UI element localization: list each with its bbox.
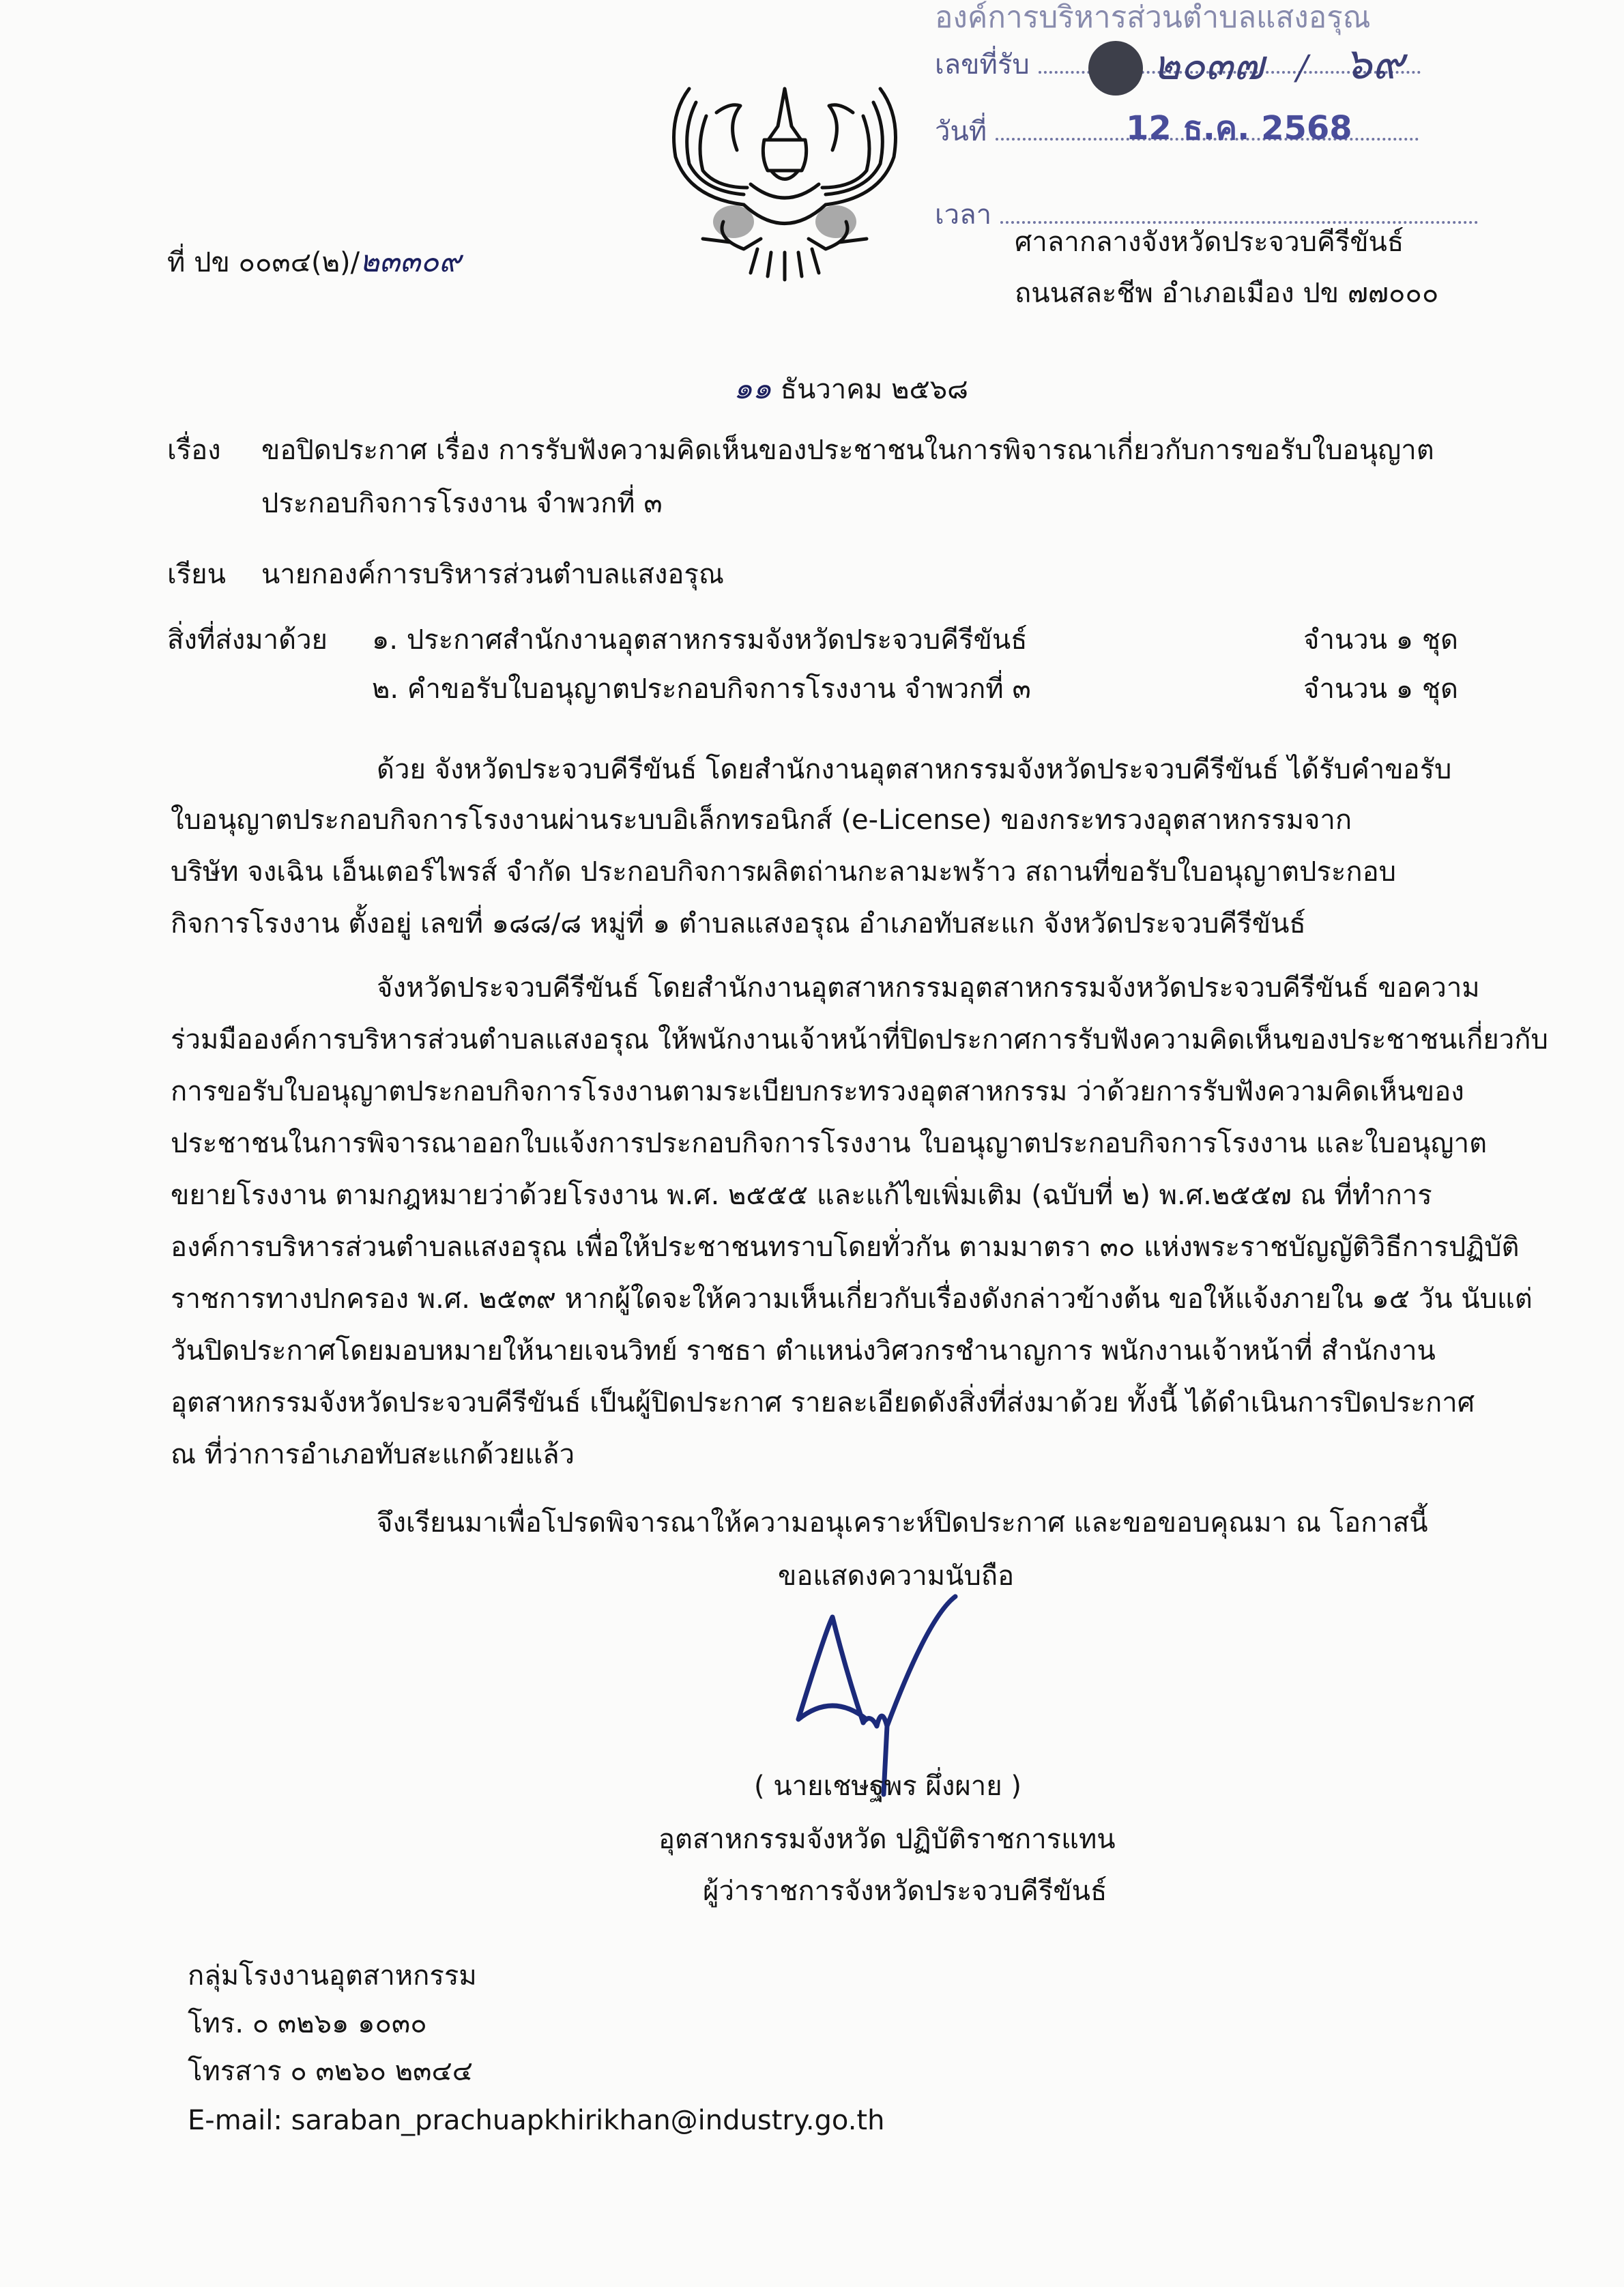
footer-phone: โทร. ๐ ๓๒๖๑ ๑๐๓๐ <box>188 2008 427 2039</box>
body-p2-line4: ประชาชนในการพิจารณาออกใบแจ้งการประกอบกิจการโรงงาน ใบอนุญาตประกอบกิจการโรงงาน และใบอนุญาต <box>171 1128 1488 1159</box>
signer-name: ( นายเชษฐพร ผึ่งผาย ) <box>754 1771 1022 1802</box>
subject-line1: ขอปิดประกาศ เรื่อง การรับฟังความคิดเห็นของประชาชนในการพิจารณาเกี่ยวกับการขอรับใบอนุญาต <box>261 435 1434 466</box>
stamp-receive-no-label: เลขที่รับ <box>935 49 1030 81</box>
sender-address-line1: ศาลากลางจังหวัดประจวบคีรีขันธ์ <box>1015 227 1404 258</box>
body-p2-line2: ร่วมมือองค์การบริหารส่วนตำบลแสงอรุณ ให้พนักงานเจ้าหน้าที่ปิดประกาศการรับฟังความคิดเห็นของประชาชนเกี่ยวกับ <box>171 1024 1548 1055</box>
stamp-receive-no-value: ๒๐๓๗ <box>1153 42 1264 89</box>
body-p2-line6: องค์การบริหารส่วนตำบลแสงอรุณ เพื่อให้ประชาชนทราบโดยทั่วกัน ตามมาตรา ๓๐ แห่งพระราชบัญญัติวิธีการปฏิบัติ <box>171 1232 1520 1263</box>
punch-hole <box>1088 41 1143 96</box>
stamp-receive-no-suffix: ๖๙ <box>1344 39 1404 89</box>
enclosure-qty-1: จำนวน ๑ ชุด <box>1303 624 1458 656</box>
signer-title-line2: ผู้ว่าราชการจังหวัดประจวบคีรีขันธ์ <box>703 1876 1107 1907</box>
body-p1-line4: กิจการโรงงาน ตั้งอยู่ เลขที่ ๑๘๘/๘ หมู่ที่ ๑ ตำบลแสงอรุณ อำเภอทับสะแก จังหวัดประจวบคีรีขันธ์ <box>171 908 1306 939</box>
body-p2-line8: วันปิดประกาศโดยมอบหมายให้นายเจนวิทย์ ราชธา ตำแหน่งวิศวกรชำนาญการ พนักงานเจ้าหน้าที่ สำนักงาน <box>171 1335 1436 1367</box>
footer-email[interactable]: E-mail: saraban_prachuapkhirikhan@industry.go.th <box>188 2105 885 2136</box>
garuda-icon <box>641 75 928 287</box>
enclosure-item-2: ๒. คำขอรับใบอนุญาตประกอบกิจการโรงงาน จำพวกที่ ๓ <box>372 673 1031 705</box>
enclosure-item-1: ๑. ประกาศสำนักงานอุตสาหกรรมจังหวัดประจวบคีรีขันธ์ <box>372 624 1028 656</box>
footer-fax: โทรสาร ๐ ๓๒๖๐ ๒๓๔๔ <box>188 2056 474 2087</box>
stamp-date-label: วันที่ <box>935 116 987 147</box>
body-p2-line3: การขอรับใบอนุญาตประกอบกิจการโรงงานตามระเบียบกระทรวงอุตสาหกรรม ว่าด้วยการรับฟังความคิดเห็นของ <box>171 1076 1464 1107</box>
ref-number: ปข ๐๐๓๔(๒)/ <box>194 247 360 278</box>
letter-date-day: ๑๑ <box>734 371 772 406</box>
body-p2-line1: จังหวัดประจวบคีรีขันธ์ โดยสำนักงานอุตสาหกรรมอุตสาหกรรมจังหวัดประจวบคีรีขันธ์ ขอความ <box>377 972 1480 1004</box>
recipient-label: เรียน <box>167 559 226 590</box>
body-p2-line5: ขยายโรงงาน ตามกฎหมายว่าด้วยโรงงาน พ.ศ. ๒๕๕๕ และแก้ไขเพิ่มเติม (ฉบับที่ ๒) พ.ศ.๒๕๕๗ ณ ที่ทำการ <box>171 1180 1432 1211</box>
letter-date-rest: ธันวาคม ๒๕๖๘ <box>780 374 968 405</box>
closing-sentence: จึงเรียนมาเพื่อโปรดพิจารณาให้ความอนุเคราะห์ปิดประกาศ และขอขอบคุณมา ณ โอกาสนี้ <box>377 1507 1428 1539</box>
enclosure-qty-2: จำนวน ๑ ชุด <box>1303 673 1458 705</box>
sender-address-line2: ถนนสละชีพ อำเภอเมือง ปข ๗๗๐๐๐ <box>1015 278 1439 309</box>
body-p2-line9: อุตสาหกรรมจังหวัดประจวบคีรีขันธ์ เป็นผู้ปิดประกาศ รายละเอียดดังสิ่งที่ส่งมาด้วย ทั้งนี้ ได้ดำเนินการปิดประกาศ <box>171 1387 1475 1418</box>
recipient-value: นายกองค์การบริหารส่วนตำบลแสงอรุณ <box>261 559 725 590</box>
ref-label: ที่ <box>167 247 186 278</box>
stamp-receive-no-sep: / <box>1296 48 1308 87</box>
receipt-stamp <box>935 0 1549 231</box>
stamp-time-label: เวลา <box>935 199 992 231</box>
letter-date <box>734 371 968 406</box>
reference-number <box>167 244 461 279</box>
enclosures-label: สิ่งที่ส่งมาด้วย <box>167 624 328 656</box>
signer-title-line1: อุตสาหกรรมจังหวัด ปฏิบัติราชการแทน <box>658 1824 1116 1855</box>
body-p1-line1: ด้วย จังหวัดประจวบคีรีขันธ์ โดยสำนักงานอุตสาหกรรมจังหวัดประจวบคีรีขันธ์ ได้รับคำขอรับ <box>377 754 1452 785</box>
stamp-date-value: 12 ธ.ค. 2568 <box>1126 109 1352 147</box>
salutation: ขอแสดงความนับถือ <box>778 1560 1015 1592</box>
footer-department: กลุ่มโรงงานอุตสาหกรรม <box>188 1960 477 1992</box>
body-p2-line10: ณ ที่ว่าการอำเภอทับสะแกด้วยแล้ว <box>171 1439 575 1470</box>
body-p2-line7: ราชการทางปกครอง พ.ศ. ๒๕๓๙ หากผู้ใดจะให้ความเห็นเกี่ยวกับเรื่องดังกล่าวข้างต้น ขอให้แจ้งภายใน ๑๕ วัน นับแต่ <box>171 1283 1533 1315</box>
subject-label: เรื่อง <box>167 435 221 466</box>
stamp-org-header: องค์การบริหารส่วนตำบลแสงอรุณ <box>935 0 1371 35</box>
subject-line2: ประกอบกิจการโรงงาน จำพวกที่ ๓ <box>261 488 663 519</box>
body-p1-line2: ใบอนุญาตประกอบกิจการโรงงานผ่านระบบอิเล็กทรอนิกส์ (e-License) ของกระทรวงอุตสาหกรรมจาก <box>171 804 1352 836</box>
body-p1-line3: บริษัท จงเฉิน เอ็นเตอร์ไพรส์ จำกัด ประกอบกิจการผลิตถ่านกะลามะพร้าว สถานที่ขอรับใบอนุญาตประกอบ <box>171 856 1396 888</box>
ref-handwritten: ๒๓๓๐๙ <box>360 244 461 279</box>
garuda-emblem <box>641 75 928 287</box>
